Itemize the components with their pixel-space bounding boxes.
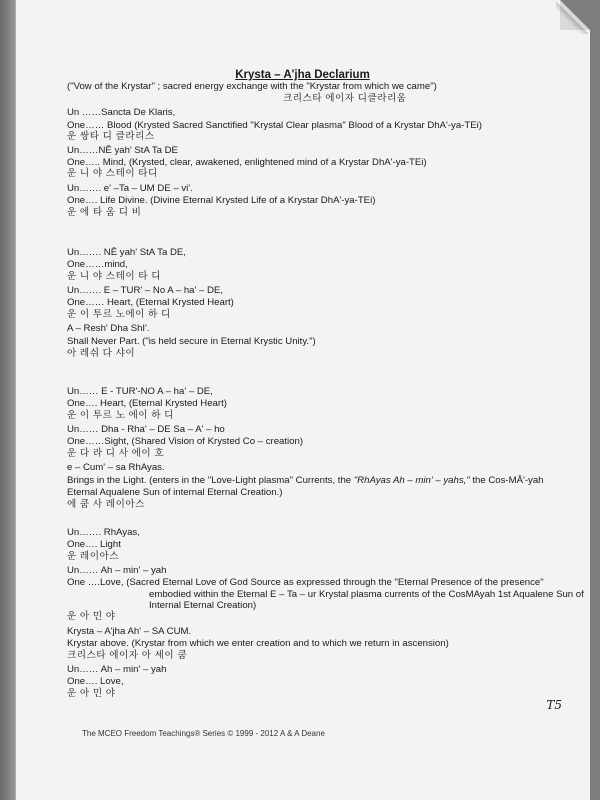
line-1: Un ……Sancta De Klaris,	[67, 107, 176, 118]
subtitle-english: ("Vow of the Krystar" ; sacred energy exchange with the "Krystar from which we came")	[67, 81, 437, 92]
line-32: Un…… Ah – min' – yah	[67, 565, 167, 576]
line-21: 운 이 투르 노 에이 하 디	[67, 410, 174, 421]
line-38: Krystar above. (Krystar from which we enter creation and to which we return in ascension)	[67, 638, 449, 649]
line-6: 운 니 야 스테이 타디	[67, 168, 158, 179]
line-30: One…. Light	[67, 539, 121, 550]
subtitle-korean: 크리스타 에이자 디클라리움	[283, 93, 407, 104]
line-36: 운 아 민 야	[67, 611, 116, 622]
page-edge-shadow	[0, 0, 15, 800]
line-5: One….. Mind, (Krysted, clear, awakened, enlightened mind of a Krystar DhA'-ya-TEi)	[67, 157, 427, 168]
line-26-a: Brings in the Light. (enters in the "Love-Light plasma" Currents, the	[67, 475, 354, 486]
line-40: Un…… Ah – min' – yah	[67, 664, 167, 675]
line-18: 아 레쉬 다 샤이	[67, 348, 136, 359]
line-22: Un…… Dha - Rha' – DE Sa – A' – ho	[67, 424, 225, 435]
line-19: Un…… E - TUR'-NO A – ha' – DE,	[67, 386, 213, 397]
line-26-italic: "RhAyas Ah – min' – yahs,"	[353, 475, 470, 486]
line-27: Eternal Aqualene Sun of internal Eternal Creation.)	[67, 487, 283, 498]
line-10: Un……. NĒ yah' StA Ta DE,	[67, 247, 186, 258]
line-17: Shall Never Part. ("is held secure in Eternal Krystic Unity.")	[67, 336, 316, 347]
line-13: Un……. E – TUR' – No A – ha' – DE,	[67, 285, 223, 296]
line-11: One……mind,	[67, 259, 128, 270]
page-footer: The MCEO Freedom Teachings® Series © 1999 - 2012 A & A Deane	[82, 729, 325, 738]
line-4: Un……NĒ yah' StA Ta DE	[67, 145, 178, 156]
line-33: One ….Love, (Sacred Eternal Love of God Source as expressed through the "Eternal Presence of the presence"	[67, 577, 544, 588]
line-26	[67, 475, 544, 486]
line-23: One……Sight, (Shared Vision of Krysted Co – creation)	[67, 436, 304, 447]
line-35: Internal Eternal Creation)	[149, 600, 257, 611]
line-16: A – Resh' Dha ShI'.	[67, 323, 150, 334]
line-37: Krysta – A'jha Ah' – SA CUM.	[67, 626, 192, 637]
line-14: One…… Heart, (Eternal Krysted Heart)	[67, 297, 234, 308]
line-28: 에 쿰 사 레이아스	[67, 499, 145, 510]
line-39: 크리스타 에이자 아 세이 쿰	[67, 650, 188, 661]
line-24: 운 다 라 디 사 에이 호	[67, 448, 165, 459]
line-26-b: the Cos-MĀ'-yah	[469, 475, 544, 486]
line-42: 운 아 민 야	[67, 688, 116, 699]
line-31: 운 레이아스	[67, 551, 120, 562]
page-curl-shadow	[556, 2, 588, 34]
line-3: 운 쌍타 디 클라리스	[67, 131, 155, 142]
line-41: One…. Love,	[67, 676, 124, 687]
page-title: Krysta – A'jha Declarium	[235, 69, 370, 81]
line-29: Un……. RhAyas,	[67, 527, 140, 538]
line-9: 운 에 타 움 디 비	[67, 207, 142, 218]
line-7: Un……. e' –Ta – UM DE – vi'.	[67, 183, 193, 194]
handwritten-page-mark: T5	[546, 698, 562, 712]
line-25: e – Cum' – sa RhAyas.	[67, 462, 165, 473]
document-page	[15, 0, 590, 800]
line-34: embodied within the Eternal E – Ta – ur Krystal plasma currents of the CosMAyah 1st Aqualene Sun of	[149, 589, 584, 600]
line-20: One…. Heart, (Eternal Krysted Heart)	[67, 398, 227, 409]
line-15: 운 이 투르 노에이 하 디	[67, 309, 171, 320]
line-8: One…. Life Divine. (Divine Eternal Krysted Life of a Krystar DhA'-ya-TEi)	[67, 195, 376, 206]
line-12: 운 니 야 스테이 타 디	[67, 271, 161, 282]
line-2: One…… Blood (Krysted Sacred Sanctified "Krystal Clear plasma" Blood of a Krystar DhA'-ya-TEi)	[67, 120, 482, 131]
